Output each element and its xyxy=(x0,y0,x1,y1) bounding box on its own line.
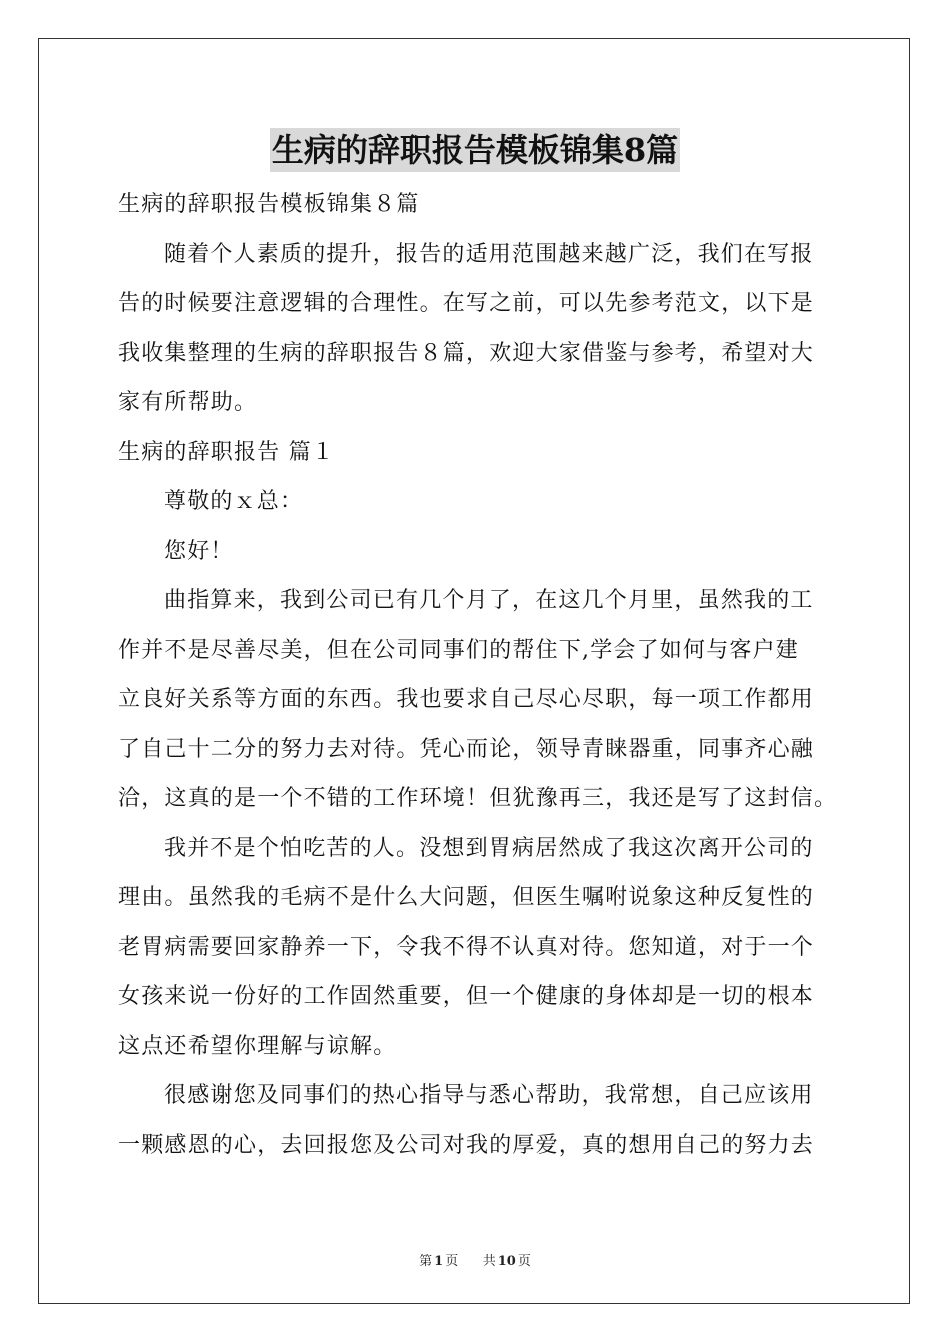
text-line: 生病的辞职报告 篇１ xyxy=(118,439,335,465)
page-suffix: 页 xyxy=(445,1254,459,1269)
total-suffix: 页 xyxy=(517,1254,531,1269)
total-number: 10 xyxy=(497,1254,516,1269)
text-line: 一颗感恩的心，去回报您及公司对我的厚爱，真的想用自己的努力去 xyxy=(118,1132,815,1158)
total-prefix: 共 xyxy=(482,1254,496,1269)
text-line: 作并不是尽善尽美，但在公司同事们的帮住下,学会了如何与客户建 xyxy=(118,637,799,663)
text-line: 告的时候要注意逻辑的合理性。在写之前，可以先参考范文，以下是 xyxy=(118,291,815,316)
title-container xyxy=(0,128,950,172)
text-line: 曲指算来，我到公司已有几个月了，在这几个月里，虽然我的工 xyxy=(164,588,814,613)
text-line: 老胃病需要回家静养一下，令我不得不认真对待。您知道，对于一个 xyxy=(118,934,815,960)
text-line: 您好！ xyxy=(164,538,234,564)
page-prefix: 第 xyxy=(419,1254,433,1269)
text-line: 理由。虽然我的毛病不是什么大问题，但医生嘱咐说象这种反复性的 xyxy=(118,885,815,910)
text-line: 了自己十二分的努力去对待。凭心而论，领导青睐器重，同事齐心融 xyxy=(118,736,815,762)
document-title: 生病的辞职报告模板锦集8篇 xyxy=(270,128,680,172)
text-line: 洽，这真的是一个不错的工作环境！但犹豫再三，我还是写了这封信。 xyxy=(118,786,838,811)
text-line: 立良好关系等方面的东西。我也要求自己尽心尽职，每一项工作都用 xyxy=(118,687,815,712)
text-line: 家有所帮助。 xyxy=(118,390,258,415)
text-line: 我收集整理的生病的辞职报告８篇，欢迎大家借鉴与参考，希望对大 xyxy=(118,340,815,366)
text-line: 随着个人素质的提升，报告的适用范围越来越广泛，我们在写报 xyxy=(164,241,814,267)
text-line: 女孩来说一份好的工作固然重要，但一个健康的身体却是一切的根本 xyxy=(118,984,815,1009)
text-line: 我并不是个怕吃苦的人。没想到胃病居然成了我这次离开公司的 xyxy=(164,835,814,861)
page-footer xyxy=(0,1250,950,1269)
page-number: 1 xyxy=(434,1254,444,1269)
total-pages-indicator xyxy=(481,1254,533,1269)
text-line: 这点还希望你理解与谅解。 xyxy=(118,1033,397,1059)
document-body xyxy=(118,180,838,1170)
text-line: 尊敬的ｘ总： xyxy=(164,489,304,514)
text-line: 很感谢您及同事们的热心指导与悉心帮助，我常想，自己应该用 xyxy=(164,1083,814,1108)
page-indicator xyxy=(417,1254,460,1269)
text-line: 生病的辞职报告模板锦集８篇 xyxy=(118,192,420,217)
